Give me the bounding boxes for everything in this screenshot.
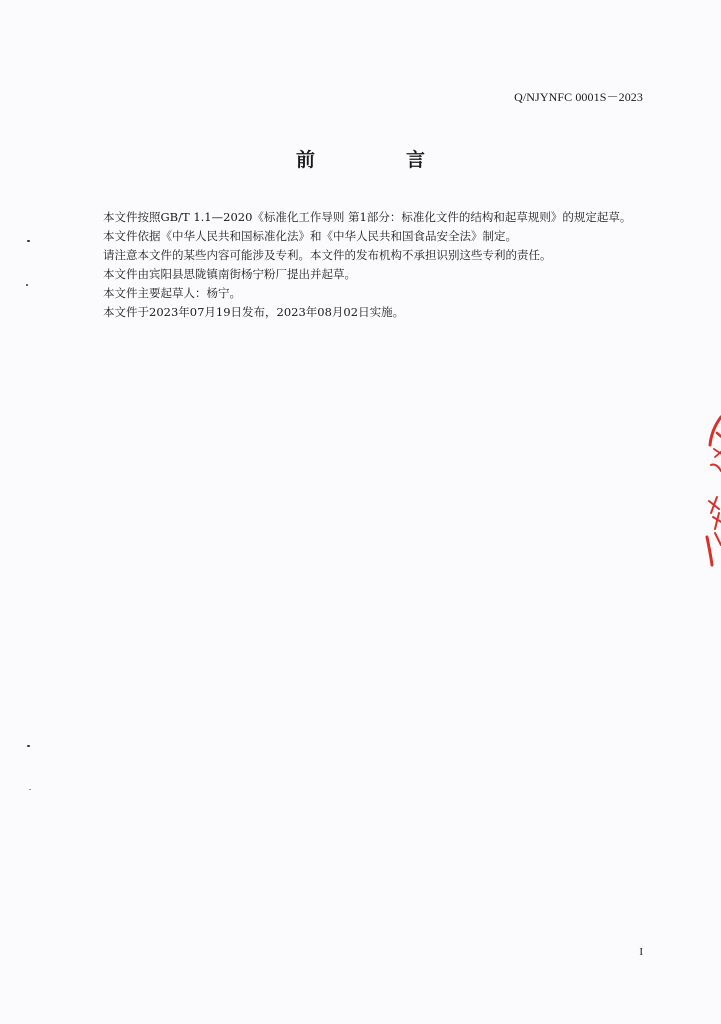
paragraph-drafting-organization: 本文件由宾阳县思陇镇南街杨宁粉厂提出并起草。 bbox=[103, 267, 356, 281]
paragraph-legal-basis: 本文件依据《中华人民共和国标准化法》和《中华人民共和国食品安全法》制定。 bbox=[103, 229, 517, 243]
paragraph-patent-notice: 请注意本文件的某些内容可能涉及专利。本文件的发布机构不承担识别这些专利的责任。 bbox=[103, 248, 552, 262]
paragraph-dates: 本文件于2023年07月19日发布，2023年08月02日实施。 bbox=[103, 305, 405, 319]
paragraph-main-drafter: 本文件主要起草人：杨宁。 bbox=[103, 286, 241, 300]
scan-speck bbox=[29, 789, 31, 790]
scan-speck bbox=[27, 745, 30, 747]
seal-stamp-fragment bbox=[697, 405, 721, 575]
page-title: 前 言 bbox=[295, 149, 461, 171]
document-body bbox=[80, 208, 645, 322]
document-code: Q/NJYNFC 0001S－2023 bbox=[514, 90, 643, 104]
scan-speck bbox=[27, 240, 30, 242]
page-number: I bbox=[639, 946, 643, 958]
paragraph-standard-basis: 本文件按照GB/T 1.1—2020《标准化工作导则 第1部分：标准化文件的结构和起草规则》的规定起草。 bbox=[103, 210, 632, 224]
scan-speck bbox=[26, 284, 28, 286]
